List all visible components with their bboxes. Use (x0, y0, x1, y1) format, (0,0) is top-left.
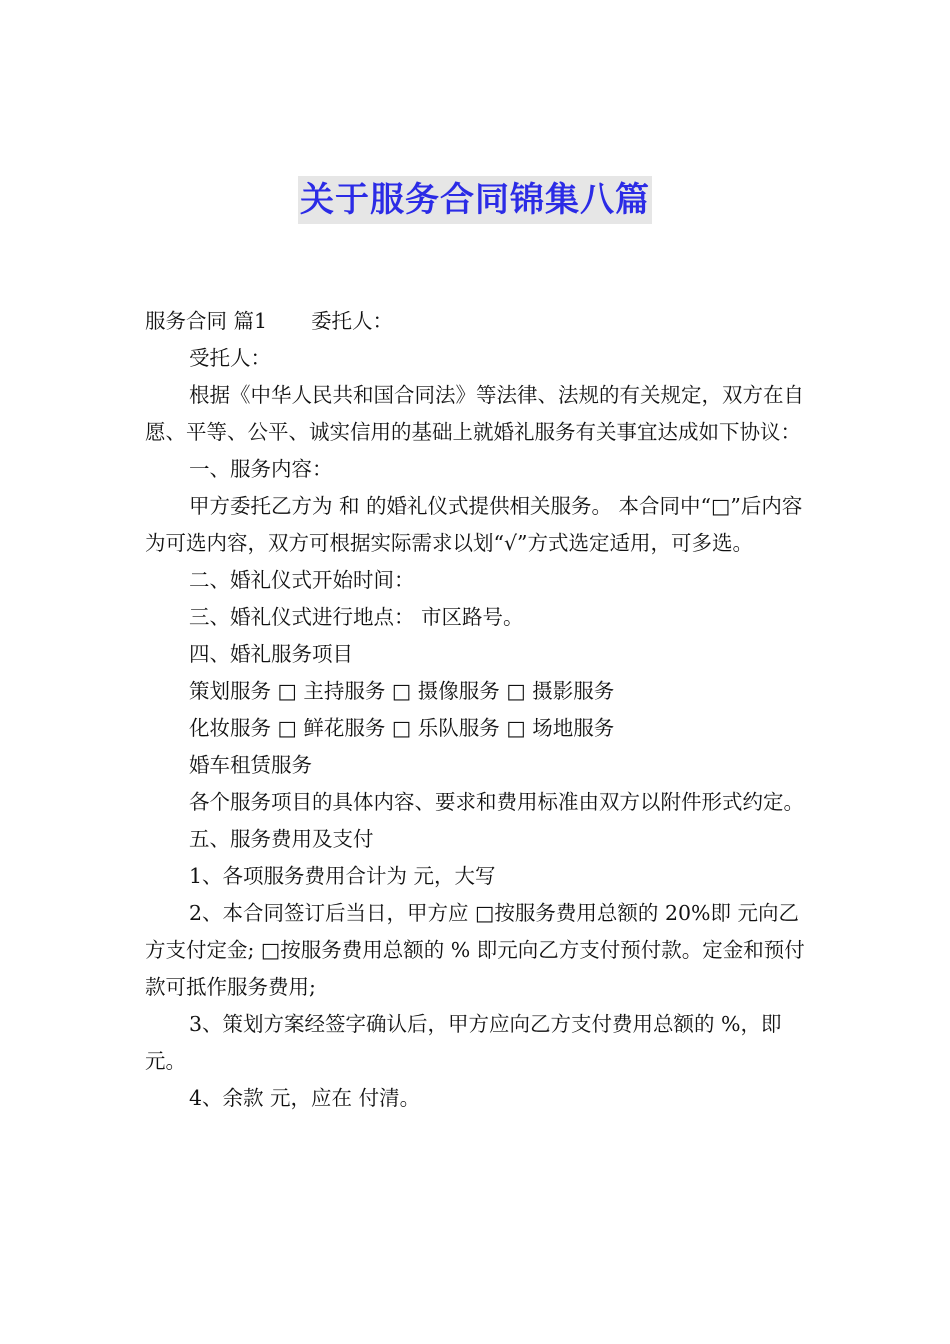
paragraph-5: 甲方委托乙方为 和 的婚礼仪式提供相关服务。 本合同中“□”后内容为可选内容，双方可根据实际需求以划“√”方式选定适用，可多选。 (145, 494, 803, 555)
document-body (145, 303, 805, 1117)
paragraph-15: 2、本合同签订后当日，甲方应 □按服务费用总额的 20%即 元向乙方支付定金; □按服务费用总额的 % 即元向乙方支付预付款。定金和预付款可抵作服务费用; (145, 901, 805, 999)
paragraph-16: 3、策划方案经签字确认后，甲方应向乙方支付费用总额的 %，即 元。 (145, 1012, 782, 1073)
paragraph-1 (145, 303, 805, 340)
paragraph-12: 各个服务项目的具体内容、要求和费用标准由双方以附件形式约定。 (189, 790, 804, 814)
paragraph-10: 化妆服务 □ 鲜花服务 □ 乐队服务 □ 场地服务 (189, 716, 615, 740)
document-title: 关于服务合同锦集八篇 (298, 176, 652, 224)
paragraph-9: 策划服务 □ 主持服务 □ 摄像服务 □ 摄影服务 (189, 679, 615, 703)
paragraph-6: 二、婚礼仪式开始时间： (189, 568, 415, 592)
paragraph-3: 根据《中华人民共和国合同法》等法律、法规的有关规定，双方在自愿、平等、公平、诚实信用的基础上就婚礼服务有关事宜达成如下协议： (145, 383, 804, 444)
paragraph-17: 4、余款 元，应在 付清。 (189, 1086, 421, 1110)
paragraph-11: 婚车租赁服务 (189, 753, 312, 777)
document-title-wrapper (0, 176, 950, 224)
client-label: 委托人： (311, 309, 394, 333)
paragraph-13: 五、服务费用及支付 (189, 827, 374, 851)
paragraph-4: 一、服务内容： (189, 457, 333, 481)
paragraph-2: 受托人： (189, 346, 271, 370)
section-heading: 服务合同 篇1 (145, 309, 268, 333)
paragraph-7: 三、婚礼仪式进行地点： 市区路号。 (189, 605, 524, 629)
paragraph-8: 四、婚礼服务项目 (189, 642, 353, 666)
paragraph-14: 1、各项服务费用合计为 元，大写 (189, 864, 496, 888)
